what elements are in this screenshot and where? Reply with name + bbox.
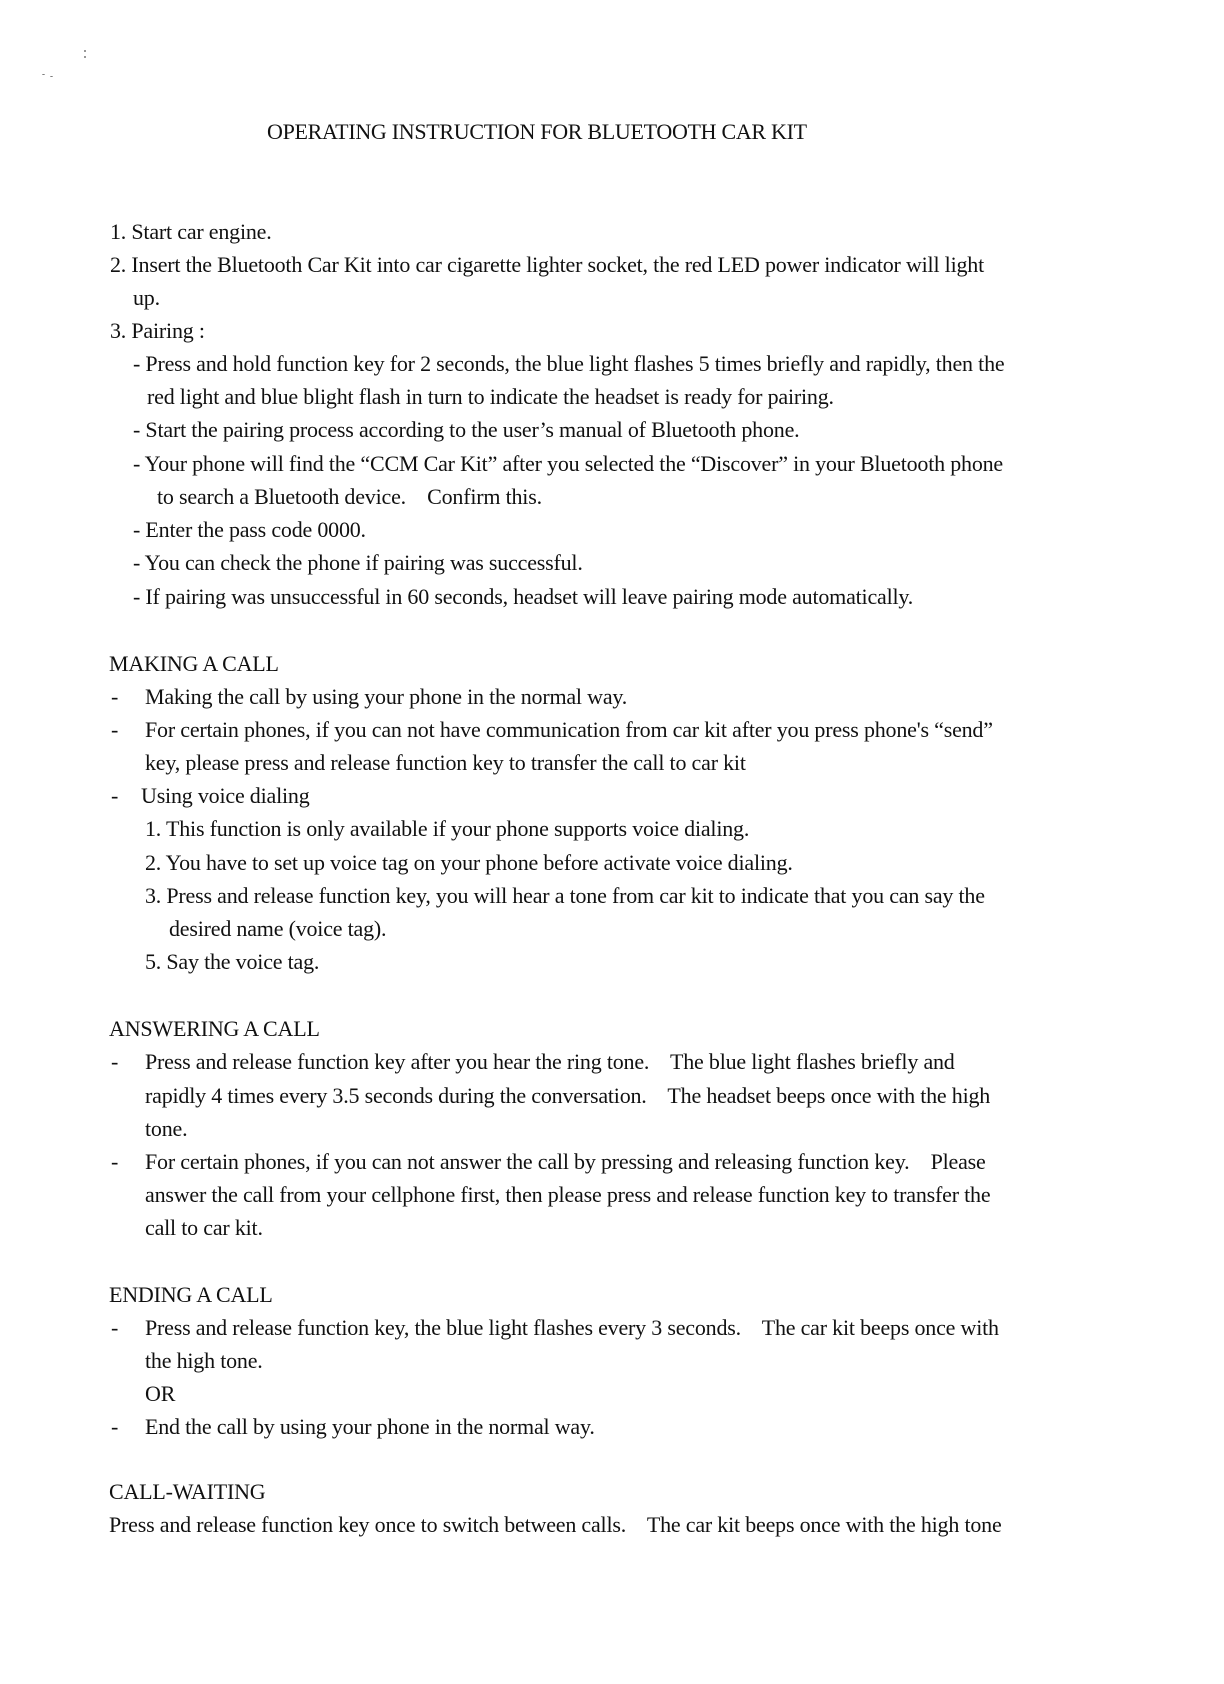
bullet-dash: - [111,1414,119,1439]
bullet-dash: - [111,717,119,742]
ending-item-1-line-1: Press and release function key, the blue light flashes every 3 seconds. The car kit beeps once with [145,1315,999,1340]
pairing-item-6: - If pairing was unsuccessful in 60 seconds, headset will leave pairing mode automatically. [133,584,914,609]
bullet-dash: - [111,684,119,709]
bullet-dash: - [111,1315,119,1340]
answering-item-1-line-2: rapidly 4 times every 3.5 seconds during the conversation. The headset beeps once with the high [145,1083,991,1108]
step-2-line-2: up. [133,285,160,310]
voice-dial-step-5: 5. Say the voice tag. [145,949,320,974]
section-heading-call-waiting: CALL-WAITING [109,1479,266,1504]
section-heading-ending-a-call: ENDING A CALL [109,1282,273,1307]
making-item-3: Using voice dialing [141,783,310,808]
ending-item-2: End the call by using your phone in the normal way. [145,1414,595,1439]
scan-speck [84,56,86,58]
pairing-item-3-line-2: to search a Bluetooth device. Confirm this. [157,484,542,509]
making-item-2-line-2: key, please press and release function key to transfer the call to car kit [145,750,746,775]
step-1: 1. Start car engine. [110,219,272,244]
voice-dial-step-3-line-2: desired name (voice tag). [169,916,387,941]
scan-speck [84,50,86,52]
step-2-line-1: 2. Insert the Bluetooth Car Kit into car cigarette lighter socket, the red LED power indicator will light [110,252,985,277]
pairing-item-3-line-1: - Your phone will find the “CCM Car Kit” after you selected the “Discover” in your Bluetooth phone [133,451,1003,476]
making-item-1: Making the call by using your phone in the normal way. [145,684,628,709]
ending-or: OR [145,1381,176,1406]
pairing-item-4: - Enter the pass code 0000. [133,517,366,542]
answering-item-2-line-3: call to car kit. [145,1215,263,1240]
answering-item-1-line-1: Press and release function key after you hear the ring tone. The blue light flashes briefly and [145,1049,955,1074]
pairing-item-2: - Start the pairing process according to the user’s manual of Bluetooth phone. [133,417,800,442]
scan-speck [42,74,45,75]
call-waiting-text: Press and release function key once to switch between calls. The car kit beeps once with the high tone [109,1512,1002,1537]
step-3: 3. Pairing : [110,318,205,343]
ending-item-1-line-2: the high tone. [145,1348,263,1373]
page-title: OPERATING INSTRUCTION FOR BLUETOOTH CAR KIT [267,119,807,144]
pairing-item-1-line-2: red light and blue blight flash in turn to indicate the headset is ready for pairing. [147,384,834,409]
answering-item-1-line-3: tone. [145,1116,188,1141]
pairing-item-5: - You can check the phone if pairing was successful. [133,550,583,575]
section-heading-making-a-call: MAKING A CALL [109,651,279,676]
voice-dial-step-2: 2. You have to set up voice tag on your phone before activate voice dialing. [145,850,793,875]
pairing-item-1-line-1: - Press and hold function key for 2 seconds, the blue light flashes 5 times briefly and rapidly, then the [133,351,1005,376]
section-heading-answering-a-call: ANSWERING A CALL [109,1016,320,1041]
making-item-2-line-1: For certain phones, if you can not have communication from car kit after you press phone's “send” [145,717,993,742]
bullet-dash: - [111,1049,119,1074]
answering-item-2-line-2: answer the call from your cellphone first, then please press and release function key to transfer the [145,1182,991,1207]
bullet-dash: - [111,783,119,808]
answering-item-2-line-1: For certain phones, if you can not answer the call by pressing and releasing function key. Please [145,1149,986,1174]
voice-dial-step-1: 1. This function is only available if your phone supports voice dialing. [145,816,750,841]
voice-dial-step-3-line-1: 3. Press and release function key, you will hear a tone from car kit to indicate that you can say the [145,883,985,908]
bullet-dash: - [111,1149,119,1174]
scan-speck [50,76,53,77]
